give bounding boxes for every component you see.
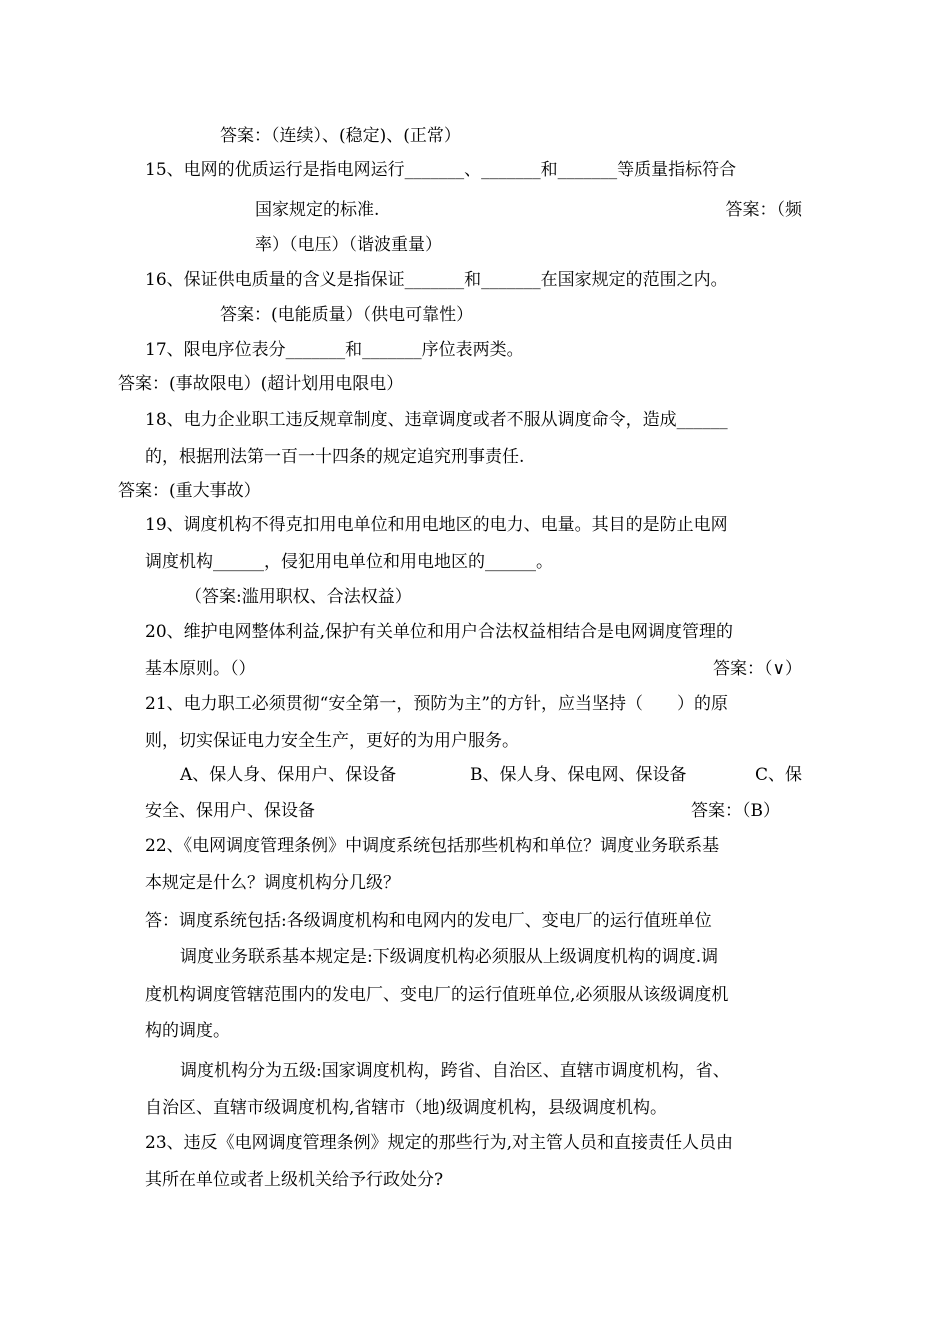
- question-19-line-2: 调度机构______，侵犯用电单位和用电地区的______。: [145, 552, 553, 572]
- question-16: 16、保证供电质量的含义是指保证_______和_______在国家规定的范围之内。: [145, 270, 728, 290]
- answer-19: （答案:滥用职权、合法权益）: [185, 587, 412, 607]
- question-20-line-2: 基本原则。（）: [145, 659, 256, 679]
- question-21-option-a: A、保人身、保用户、保设备: [180, 765, 397, 785]
- answer-17: 答案：(事故限电）(超计划用电限电）: [118, 374, 404, 394]
- question-21-option-b: B、保人身、保电网、保设备: [470, 765, 687, 785]
- question-23-line-1: 23、违反《电网调度管理条例》规定的那些行为,对主管人员和直接责任人员由: [145, 1133, 734, 1153]
- answer-22-line-4: 构的调度。: [145, 1021, 230, 1041]
- answer-14: 答案：（连续）、(稳定)、(正常）: [220, 126, 461, 146]
- question-21-line-1: 21、电力职工必须贯彻“安全第一，预防为主”的方针，应当坚持（ ）的原: [145, 694, 729, 714]
- question-21-option-c-start: C、保: [755, 765, 803, 785]
- answer-22-line-5: 调度机构分为五级:国家调度机构，跨省、自治区、直辖市调度机构，省、: [180, 1061, 730, 1081]
- question-18-line-1: 18、电力企业职工违反规章制度、违章调度或者不服从调度命令，造成______: [145, 410, 728, 430]
- question-18-line-2: 的，根据刑法第一百一十四条的规定追究刑事责任.: [145, 447, 525, 467]
- answer-22-line-1: 答：调度系统包括:各级调度机构和电网内的发电厂、变电厂的运行值班单位: [145, 911, 712, 931]
- answer-20: 答案：（∨）: [713, 659, 802, 679]
- question-22-line-2: 本规定是什么？调度机构分几级？: [145, 873, 400, 893]
- answer-15-part-1: 答案：（频: [725, 200, 802, 220]
- question-21-line-2: 则，切实保证电力安全生产，更好的为用户服务。: [145, 731, 519, 751]
- answer-18: 答案：(重大事故）: [118, 481, 261, 501]
- question-19-line-1: 19、调度机构不得克扣用电单位和用电地区的电力、电量。其目的是防止电网: [145, 515, 728, 535]
- question-15-line-1: 15、电网的优质运行是指电网运行_______、_______和_______等质量指标符合: [145, 160, 737, 180]
- question-21-option-c-end: 安全、保用户、保设备: [145, 801, 315, 821]
- question-15-line-2: 国家规定的标准.: [255, 200, 380, 220]
- answer-22-line-6: 自治区、直辖市级调度机构,省辖市（地)级调度机构，县级调度机构。: [145, 1098, 668, 1118]
- answer-21: 答案：（B）: [691, 801, 780, 821]
- question-23-line-2: 其所在单位或者上级机关给予行政处分?: [145, 1170, 444, 1190]
- answer-22-line-2: 调度业务联系基本规定是:下级调度机构必须服从上级调度机构的调度.调: [180, 947, 719, 967]
- answer-22-line-3: 度机构调度管辖范围内的发电厂、变电厂的运行值班单位,必须服从该级调度机: [145, 985, 729, 1005]
- question-20-line-1: 20、维护电网整体利益,保护有关单位和用户合法权益相结合是电网调度管理的: [145, 622, 734, 642]
- answer-15-part-2: 率）（电压）（谐波重量）: [255, 235, 442, 255]
- answer-16: 答案：(电能质量）（供电可靠性）: [220, 305, 474, 325]
- question-17: 17、限电序位表分_______和_______序位表两类。: [145, 340, 524, 360]
- question-22-line-1: 22、《电网调度管理条例》中调度系统包括那些机构和单位？调度业务联系基: [145, 836, 720, 856]
